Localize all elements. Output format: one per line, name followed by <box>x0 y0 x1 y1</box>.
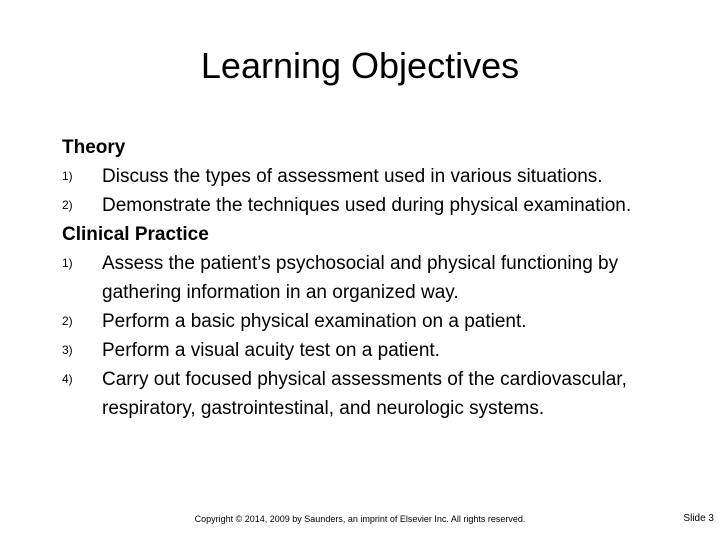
item-number: 3) <box>62 343 73 357</box>
item-number: 2) <box>62 314 73 328</box>
slide-number: Slide 3 <box>683 513 714 524</box>
theory-objectives-list <box>62 162 682 220</box>
section-heading-theory: Theory <box>62 137 126 158</box>
list-item <box>62 249 682 307</box>
list-item <box>62 191 682 220</box>
section-heading-clinical-practice: Clinical Practice <box>62 224 209 245</box>
item-text: Perform a visual acuity test on a patient. <box>102 340 440 361</box>
list-item <box>62 365 682 423</box>
slide-title: Learning Objectives <box>200 45 520 86</box>
item-number: 4) <box>62 372 73 386</box>
item-number: 2) <box>62 198 73 212</box>
clinical-objectives-list <box>62 249 682 423</box>
item-text: Carry out focused physical assessments of the cardiovascular, respiratory, gastrointestinal, and neurologic systems. <box>102 369 627 419</box>
item-text: Demonstrate the techniques used during physical examination. <box>102 195 632 216</box>
item-number: 1) <box>62 169 73 183</box>
item-text: Discuss the types of assessment used in various situations. <box>102 166 603 187</box>
item-number: 1) <box>62 256 73 270</box>
slide-content <box>62 133 682 423</box>
copyright-notice: Copyright © 2014, 2009 by Saunders, an imprint of Elsevier Inc. All rights reserved. <box>194 514 526 524</box>
item-text: Perform a basic physical examination on a patient. <box>102 311 527 332</box>
list-item <box>62 336 682 365</box>
list-item <box>62 307 682 336</box>
item-text: Assess the patient’s psychosocial and physical functioning by gathering information in an organized way. <box>102 253 619 303</box>
list-item <box>62 162 682 191</box>
